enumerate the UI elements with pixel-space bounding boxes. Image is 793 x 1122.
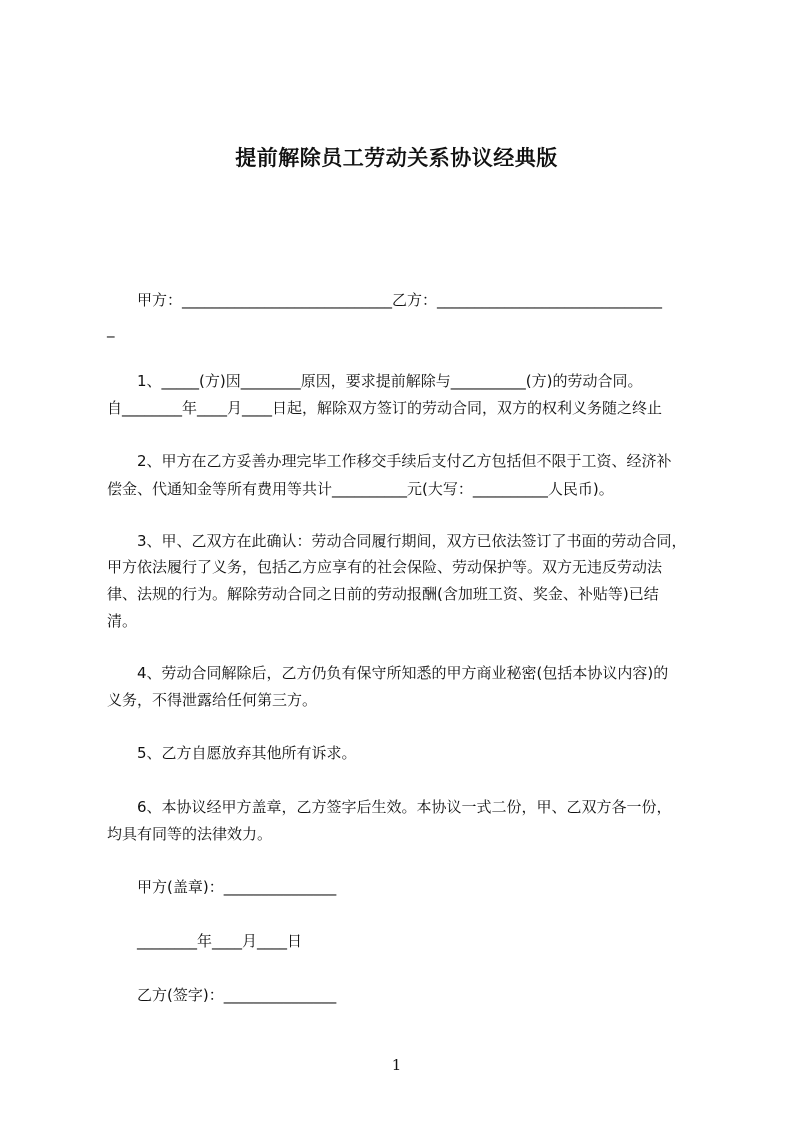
clause-1-line-1: 1、_____(方)因________原因，要求提前解除与__________(方)的劳动合同。 [137,372,643,390]
clause-5-line-1: 5、乙方自愿放弃其他所有诉求。 [137,744,357,762]
clause-2-line-1: 2、甲方在乙方妥善办理完毕工作移交手续后支付乙方包括但不限于工资、经济补 [137,452,672,470]
clause-2-line-2: 偿金、代通知金等所有费用等共计__________元(大写：__________人民币)。 [107,480,614,498]
clause-3-line-2: 甲方依法履行了义务，包括乙方应享有的社会保险、劳动保护等。双方无违反劳动法 [107,558,663,576]
page-number: 1 [391,1056,402,1074]
party-b-signature-line: 乙方(签字)：_______________ [137,986,337,1004]
clause-4-line-2: 义务，不得泄露给任何第三方。 [107,691,318,709]
party-a-seal-line: 甲方(盖章)：_______________ [137,878,337,896]
clause-6-line-2: 均具有同等的法律效力。 [107,825,273,843]
clause-4-line-1: 4、劳动合同解除后，乙方仍负有保守所知悉的甲方商业秘密(包括本协议内容)的 [137,664,669,682]
date-line: ________年____月____日 [137,932,303,950]
clause-6-line-1: 6、本协议经甲方盖章，乙方签字后生效。本协议一式二份，甲、乙双方各一份， [137,798,672,816]
clause-3-line-3: 律、法规的行为。解除劳动合同之日前的劳动报酬(含加班工资、奖金、补贴等)已结 [107,585,659,603]
document-title: 提前解除员工劳动关系协议经典版 [235,146,558,170]
clause-3-line-4: 清。 [107,612,138,630]
parties-line-continuation: _ [107,320,115,338]
clause-1-line-2: 自________年____月____日起，解除双方签订的劳动合同，双方的权利义务随之终止 [107,399,663,417]
clause-3-line-1: 3、甲、乙双方在此确认：劳动合同履行期间，双方已依法签订了书面的劳动合同， [137,532,687,550]
parties-line: 甲方：____________________________乙方：______________________________ [137,291,663,309]
